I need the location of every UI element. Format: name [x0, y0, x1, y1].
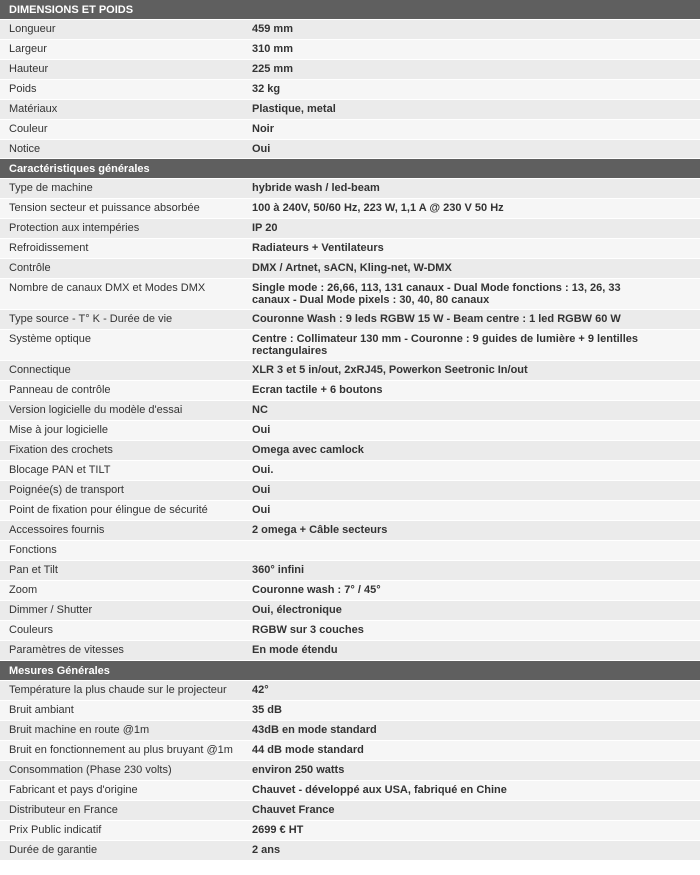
spec-value: DMX / Artnet, sACN, Kling-net, W-DMX	[252, 262, 452, 274]
spec-value: Omega avec camlock	[252, 444, 364, 456]
section-header: Mesures Générales	[0, 661, 700, 681]
spec-value: environ 250 watts	[252, 764, 345, 776]
spec-row	[0, 781, 700, 801]
spec-row	[0, 20, 700, 40]
spec-value: RGBW sur 3 couches	[252, 624, 364, 636]
spec-value: 35 dB	[252, 704, 282, 716]
spec-row	[0, 120, 700, 140]
spec-value: 310 mm	[252, 43, 293, 55]
spec-value: XLR 3 et 5 in/out, 2xRJ45, Powerkon Seetronic In/out	[252, 364, 528, 376]
spec-value: 44 dB mode standard	[252, 744, 364, 756]
spec-label: Tension secteur et puissance absorbée	[9, 202, 200, 214]
spec-row	[0, 501, 700, 521]
spec-value: Oui, électronique	[252, 604, 342, 616]
spec-label: Type source - T° K - Durée de vie	[9, 313, 173, 325]
spec-row	[0, 199, 700, 219]
spec-row	[0, 481, 700, 501]
spec-row	[0, 641, 700, 661]
spec-value: Oui	[252, 424, 271, 436]
spec-row	[0, 461, 700, 481]
spec-row	[0, 621, 700, 641]
spec-value: 225 mm	[252, 63, 293, 75]
spec-label: Dimmer / Shutter	[9, 604, 93, 616]
spec-row	[0, 330, 700, 361]
spec-row	[0, 561, 700, 581]
spec-label: Système optique	[9, 333, 91, 345]
spec-row	[0, 801, 700, 821]
spec-label: Distributeur en France	[9, 804, 118, 816]
section-header: DIMENSIONS ET POIDS	[0, 0, 700, 20]
spec-value: 32 kg	[252, 83, 281, 95]
spec-label: Bruit machine en route @1m	[9, 724, 150, 736]
spec-row	[0, 841, 700, 861]
spec-row	[0, 40, 700, 60]
spec-value: Couronne wash : 7° / 45°	[252, 584, 381, 596]
spec-row	[0, 259, 700, 279]
spec-row	[0, 100, 700, 120]
spec-label: Fixation des crochets	[9, 444, 113, 456]
spec-label: Matériaux	[9, 103, 58, 115]
spec-row	[0, 421, 700, 441]
spec-value: Oui	[252, 504, 271, 516]
spec-row	[0, 140, 700, 159]
spec-value: 2 ans	[252, 844, 281, 856]
spec-label: Refroidissement	[9, 242, 89, 254]
spec-value: Chauvet - développé aux USA, fabriqué en Chine	[252, 784, 507, 796]
spec-label: Longueur	[9, 23, 56, 35]
spec-label: Notice	[9, 143, 41, 155]
spec-label: Durée de garantie	[9, 844, 98, 856]
spec-row	[0, 310, 700, 330]
spec-row	[0, 381, 700, 401]
spec-value: IP 20	[252, 222, 278, 234]
spec-row	[0, 821, 700, 841]
spec-label: Paramètres de vitesses	[9, 644, 124, 656]
spec-label: Poignée(s) de transport	[9, 484, 124, 496]
spec-label: Contrôle	[9, 262, 51, 274]
spec-label: Point de fixation pour élingue de sécurité	[9, 504, 208, 516]
spec-row	[0, 441, 700, 461]
spec-label: Protection aux intempéries	[9, 222, 140, 234]
spec-label: Température la plus chaude sur le projecteur	[9, 684, 227, 696]
spec-row	[0, 239, 700, 259]
spec-row	[0, 401, 700, 421]
spec-label: Couleur	[9, 123, 48, 135]
spec-value: 100 à 240V, 50/60 Hz, 223 W, 1,1 A @ 230 V 50 Hz	[252, 202, 504, 214]
spec-row	[0, 279, 700, 310]
spec-label: Poids	[9, 83, 37, 95]
spec-value: 2699 € HT	[252, 824, 304, 836]
spec-value	[252, 541, 700, 560]
spec-label: Panneau de contrôle	[9, 384, 111, 396]
spec-value: En mode étendu	[252, 644, 338, 656]
spec-row	[0, 701, 700, 721]
spec-value: Ecran tactile + 6 boutons	[252, 384, 383, 396]
spec-value: 2 omega + Câble secteurs	[252, 524, 388, 536]
spec-row	[0, 219, 700, 239]
spec-label: Fabricant et pays d'origine	[9, 784, 138, 796]
spec-label: Mise à jour logicielle	[9, 424, 109, 436]
spec-value: 42°	[252, 684, 269, 696]
spec-label: Pan et Tilt	[9, 564, 58, 576]
spec-value: Noir	[252, 123, 274, 135]
spec-row	[0, 761, 700, 781]
spec-label: Couleurs	[9, 624, 54, 636]
spec-row	[0, 541, 700, 561]
spec-label: Zoom	[9, 584, 38, 596]
spec-value: 459 mm	[252, 23, 293, 35]
spec-value: Plastique, metal	[252, 103, 336, 115]
spec-label: Bruit ambiant	[9, 704, 74, 716]
spec-label: Consommation (Phase 230 volts)	[9, 764, 172, 776]
spec-row	[0, 741, 700, 761]
spec-label: Largeur	[9, 43, 47, 55]
spec-label: Accessoires fournis	[9, 524, 105, 536]
spec-value: Radiateurs + Ventilateurs	[252, 242, 384, 254]
section-header: Caractéristiques générales	[0, 159, 700, 179]
spec-label: Prix Public indicatif	[9, 824, 102, 836]
spec-label: Connectique	[9, 364, 71, 376]
spec-row	[0, 681, 700, 701]
spec-label: Nombre de canaux DMX et Modes DMX	[9, 282, 206, 294]
spec-label: Type de machine	[9, 182, 93, 194]
spec-value: Couronne Wash : 9 leds RGBW 15 W - Beam centre : 1 led RGBW 60 W	[252, 313, 621, 325]
spec-value: Chauvet France	[252, 804, 335, 816]
spec-value: Oui	[252, 143, 271, 155]
spec-label: Version logicielle du modèle d'essai	[9, 404, 183, 416]
spec-value: Centre : Collimateur 130 mm - Couronne : 9 guides de lumière + 9 lentilles rectangulaires	[252, 333, 639, 357]
spec-row	[0, 721, 700, 741]
spec-value: Single mode : 26,66, 113, 131 canaux - Dual Mode fonctions : 13, 26, 33 canaux - Dual Mode pixels : 30, 40, 80 canaux	[252, 282, 621, 306]
spec-value: 43dB en mode standard	[252, 724, 377, 736]
spec-row	[0, 179, 700, 199]
spec-value: hybride wash / led-beam	[252, 182, 380, 194]
spec-label: Fonctions	[9, 544, 57, 556]
spec-row	[0, 361, 700, 381]
spec-value: 360° infini	[252, 564, 305, 576]
spec-row	[0, 601, 700, 621]
spec-label: Bruit en fonctionnement au plus bruyant @1m	[9, 744, 233, 756]
spec-value: Oui.	[252, 464, 274, 476]
spec-row	[0, 521, 700, 541]
spec-row	[0, 60, 700, 80]
spec-value: NC	[252, 404, 268, 416]
spec-row	[0, 80, 700, 100]
spec-row	[0, 581, 700, 601]
spec-value: Oui	[252, 484, 271, 496]
spec-label: Blocage PAN et TILT	[9, 464, 111, 476]
spec-label: Hauteur	[9, 63, 49, 75]
